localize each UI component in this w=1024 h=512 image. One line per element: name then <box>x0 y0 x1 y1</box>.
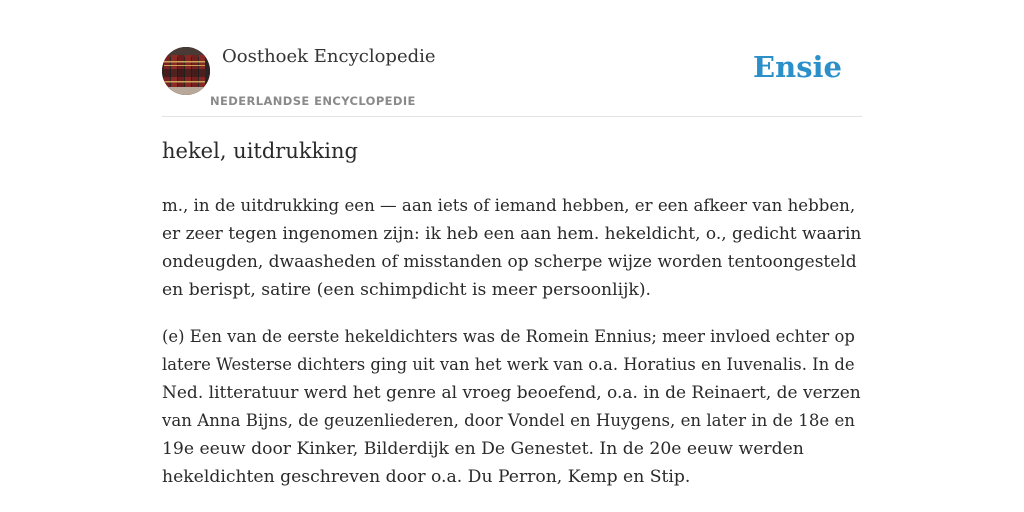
site-logo-avatar[interactable] <box>162 47 210 95</box>
book-spines-icon <box>162 47 210 95</box>
article-paragraph <box>162 192 862 304</box>
paragraph-line: hekeldichten geschreven door o.a. Du Perron, Kemp en Stip. <box>162 467 691 487</box>
site-title[interactable]: Oosthoek Encyclopedie <box>222 46 436 67</box>
paragraph-line: latere Westerse dichters ging uit van het werk van o.a. Horatius en Iuvenalis. In de <box>162 355 855 374</box>
paragraph-line: Ned. litteratuur werd het genre al vroeg beoefend, o.a. in de Reinaert, de verzen <box>162 383 861 403</box>
article-title: hekel, uitdrukking <box>162 139 358 163</box>
paragraph-line: en berispt, satire (een schimpdicht is meer persoonlijk). <box>162 280 652 300</box>
article-paragraph <box>162 323 862 491</box>
paragraph-line: ondeugden, dwaasheden of misstanden op scherpe wijze worden tentoongesteld <box>162 252 857 272</box>
site-header <box>162 0 862 117</box>
paragraph-line: m., in de uitdrukking een — aan iets of iemand hebben, er een afkeer van hebben, <box>162 196 856 215</box>
paragraph-line: er zeer tegen ingenomen zijn: ik heb een aan hem. hekeldicht, o., gedicht waarin <box>162 224 862 244</box>
paragraph-line: (e) Een van de eerste hekeldichters was de Romein Ennius; meer invloed echter op <box>162 327 855 346</box>
brand-logo[interactable]: Ensie <box>753 50 842 84</box>
site-subtitle: NEDERLANDSE ENCYCLOPEDIE <box>210 94 416 108</box>
paragraph-line: van Anna Bijns, de geuzenliederen, door Vondel en Huygens, en later in de 18e en <box>162 411 855 430</box>
page <box>162 0 862 512</box>
paragraph-line: 19e eeuw door Kinker, Bilderdijk en De Genestet. In de 20e eeuw werden <box>162 439 804 459</box>
